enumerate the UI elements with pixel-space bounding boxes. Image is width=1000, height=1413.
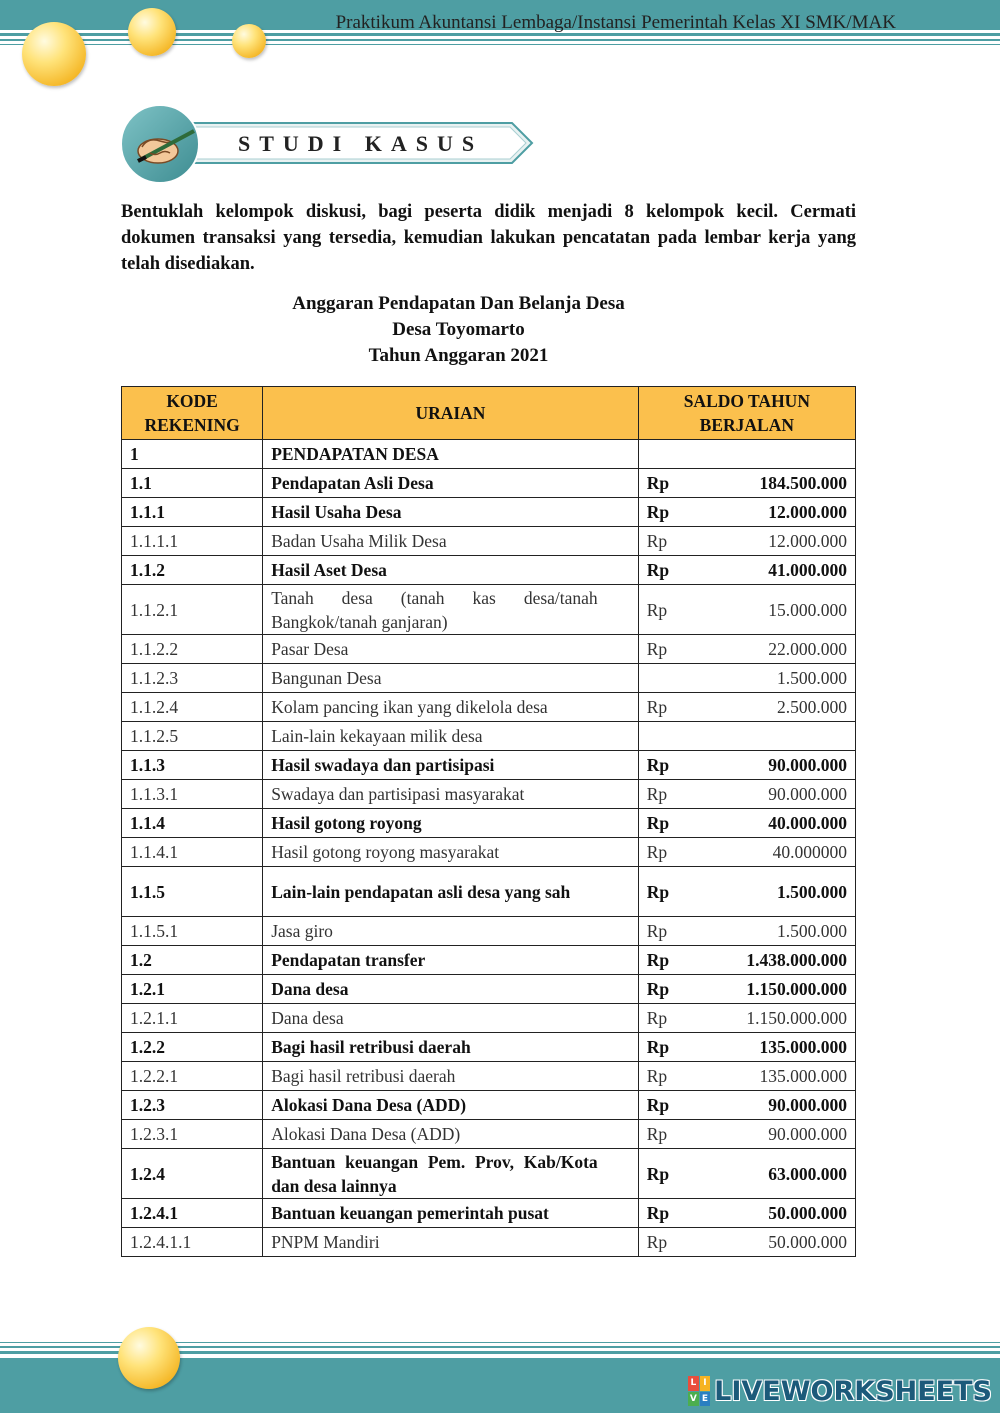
- amount-value: 2.500.000: [777, 697, 847, 717]
- budget-table: [121, 386, 856, 1257]
- amount-value: 1.500.000: [777, 668, 847, 688]
- decorative-bubble: [232, 24, 266, 58]
- cell-uraian: Pasar Desa: [263, 635, 639, 664]
- cell-uraian: Hasil swadaya dan partisipasi: [263, 751, 639, 780]
- cell-saldo: [638, 635, 855, 664]
- currency-label: Rp: [646, 599, 668, 620]
- cell-kode-rekening: 1.2.4.1: [122, 1199, 263, 1228]
- document-year: Tahun Anggaran 2021: [368, 345, 549, 366]
- cell-saldo: [638, 1033, 855, 1062]
- amount-value: 90.000.000: [768, 1124, 847, 1144]
- cell-saldo: [638, 722, 855, 751]
- cell-saldo: [638, 780, 855, 809]
- cell-saldo: [638, 693, 855, 722]
- decorative-bubble: [128, 8, 176, 56]
- currency-label: Rp: [646, 842, 668, 862]
- amount-value: 63.000.000: [768, 1163, 847, 1184]
- running-header: Praktikum Akuntansi Lembaga/Instansi Pemerintah Kelas XI SMK/MAK: [335, 12, 896, 33]
- table-row: [122, 722, 856, 751]
- currency-label: Rp: [646, 639, 668, 659]
- amount-value: 135.000.000: [759, 1037, 847, 1057]
- table-row: [122, 1004, 856, 1033]
- cell-uraian: Lain-lain pendapatan asli desa yang sah: [263, 867, 639, 917]
- cell-uraian: Lain-lain kekayaan milik desa: [263, 722, 639, 751]
- cell-kode-rekening: 1.2.4: [122, 1149, 263, 1199]
- document-title: Anggaran Pendapatan Dan Belanja Desa: [292, 293, 625, 314]
- cell-kode-rekening: 1.1: [122, 469, 263, 498]
- currency-label: Rp: [646, 531, 668, 551]
- amount-value: 1.150.000.000: [746, 1008, 847, 1028]
- cell-kode-rekening: 1.2: [122, 946, 263, 975]
- cell-uraian: Dana desa: [263, 1004, 639, 1033]
- cell-saldo: [638, 917, 855, 946]
- banner-title: STUDI KASUS: [238, 131, 484, 156]
- cell-uraian: Hasil Aset Desa: [263, 556, 639, 585]
- cell-saldo: [638, 1120, 855, 1149]
- cell-saldo: [638, 867, 855, 917]
- cell-saldo: [638, 751, 855, 780]
- cell-kode-rekening: 1.1.5.1: [122, 917, 263, 946]
- amount-value: 40.000.000: [768, 813, 847, 833]
- table-row: [122, 556, 856, 585]
- cell-saldo: [638, 527, 855, 556]
- table-row: [122, 498, 856, 527]
- cell-kode-rekening: 1.1.1: [122, 498, 263, 527]
- currency-label: Rp: [646, 1066, 668, 1086]
- table-row: [122, 1149, 856, 1199]
- cell-uraian: Swadaya dan partisipasi masyarakat: [263, 780, 639, 809]
- cell-kode-rekening: 1.1.4.1: [122, 838, 263, 867]
- cell-saldo: [638, 946, 855, 975]
- cell-uraian: Badan Usaha Milik Desa: [263, 527, 639, 556]
- currency-label: Rp: [646, 784, 668, 804]
- amount-value: 41.000.000: [768, 560, 847, 580]
- currency-label: Rp: [646, 1008, 668, 1028]
- cell-saldo: [638, 585, 855, 635]
- cell-uraian: Bantuan keuangan pemerintah pusat: [263, 1199, 639, 1228]
- table-row: [122, 838, 856, 867]
- table-row: [122, 585, 856, 635]
- table-row: [122, 946, 856, 975]
- table-header-row: [122, 387, 856, 440]
- cell-uraian: Jasa giro: [263, 917, 639, 946]
- currency-label: Rp: [646, 1163, 670, 1184]
- amount-value: 1.500.000: [777, 881, 847, 902]
- cell-saldo: [638, 440, 855, 469]
- table-row: [122, 751, 856, 780]
- cell-kode-rekening: 1: [122, 440, 263, 469]
- cell-kode-rekening: 1.1.5: [122, 867, 263, 917]
- decorative-bubble: [22, 22, 86, 86]
- cell-saldo: [638, 1149, 855, 1199]
- liveworksheets-wordmark: LIVEWORKSHEETS: [714, 1375, 992, 1407]
- cell-saldo: [638, 1004, 855, 1033]
- cell-saldo: [638, 809, 855, 838]
- cell-kode-rekening: 1.1.2.4: [122, 693, 263, 722]
- currency-label: Rp: [646, 473, 670, 493]
- cell-saldo: [638, 975, 855, 1004]
- amount-value: 1.438.000.000: [746, 950, 847, 970]
- cell-kode-rekening: 1.2.2: [122, 1033, 263, 1062]
- cell-saldo: [638, 1062, 855, 1091]
- cell-kode-rekening: 1.1.2: [122, 556, 263, 585]
- amount-value: 1.500.000: [777, 921, 847, 941]
- cell-saldo: [638, 664, 855, 693]
- cell-kode-rekening: 1.2.2.1: [122, 1062, 263, 1091]
- cell-saldo: [638, 498, 855, 527]
- table-row: [122, 1062, 856, 1091]
- table-body: [122, 440, 856, 1257]
- currency-label: Rp: [646, 881, 670, 902]
- cell-saldo: [638, 1091, 855, 1120]
- cell-uraian: Tanah desa (tanah kas desa/tanah Bangkok/tanah ganjaran): [263, 585, 639, 635]
- currency-label: Rp: [646, 1037, 670, 1057]
- cell-kode-rekening: 1.1.3: [122, 751, 263, 780]
- currency-label: Rp: [646, 697, 668, 717]
- cell-uraian: Bagi hasil retribusi daerah: [263, 1033, 639, 1062]
- amount-value: 184.500.000: [759, 473, 847, 493]
- cell-uraian: Hasil gotong royong: [263, 809, 639, 838]
- cell-kode-rekening: 1.2.4.1.1: [122, 1228, 263, 1257]
- amount-value: 15.000.000: [768, 599, 847, 620]
- currency-label: Rp: [646, 1124, 668, 1144]
- header-saldo: SALDO TAHUN BERJALAN: [638, 387, 855, 440]
- table-row: [122, 1033, 856, 1062]
- table-row: [122, 780, 856, 809]
- cell-saldo: [638, 838, 855, 867]
- cell-kode-rekening: 1.2.3.1: [122, 1120, 263, 1149]
- logo-letter: L: [688, 1376, 699, 1391]
- amount-value: 12.000.000: [768, 502, 847, 522]
- cell-saldo: [638, 556, 855, 585]
- decorative-bubble: [118, 1327, 180, 1389]
- cell-uraian: Pendapatan Asli Desa: [263, 469, 639, 498]
- amount-value: 22.000.000: [768, 639, 847, 659]
- table-row: [122, 469, 856, 498]
- currency-label: Rp: [646, 979, 670, 999]
- currency-label: Rp: [646, 502, 670, 522]
- cell-uraian: Hasil Usaha Desa: [263, 498, 639, 527]
- cell-uraian: PENDAPATAN DESA: [263, 440, 639, 469]
- currency-label: Rp: [646, 921, 668, 941]
- currency-label: Rp: [646, 560, 670, 580]
- cell-uraian: PNPM Mandiri: [263, 1228, 639, 1257]
- header-kode-rekening: KODE REKENING: [122, 387, 263, 440]
- cell-saldo: [638, 469, 855, 498]
- cell-kode-rekening: 1.1.1.1: [122, 527, 263, 556]
- cell-kode-rekening: 1.2.1: [122, 975, 263, 1004]
- cell-saldo: [638, 1228, 855, 1257]
- cell-kode-rekening: 1.2.1.1: [122, 1004, 263, 1033]
- document-subtitle: Desa Toyomarto: [392, 319, 525, 340]
- currency-label: Rp: [646, 1203, 670, 1223]
- table-row: [122, 917, 856, 946]
- table-row: [122, 693, 856, 722]
- instruction-paragraph: Bentuklah kelompok diskusi, bagi peserta didik menjadi 8 kelompok kecil. Cermati dokumen transaksi yang tersedia, kemudian lakukan pencatatan pada lembar kerja yang telah disediakan.: [121, 202, 856, 274]
- cell-kode-rekening: 1.1.2.3: [122, 664, 263, 693]
- cell-kode-rekening: 1.1.4: [122, 809, 263, 838]
- table-row: [122, 975, 856, 1004]
- table-row: [122, 1228, 856, 1257]
- amount-value: 12.000.000: [768, 531, 847, 551]
- amount-value: 40.000000: [772, 842, 847, 862]
- cell-uraian: Alokasi Dana Desa (ADD): [263, 1091, 639, 1120]
- section-banner: [120, 103, 540, 185]
- currency-label: Rp: [646, 1232, 668, 1252]
- cell-uraian: Hasil gotong royong masyarakat: [263, 838, 639, 867]
- logo-letter: V: [688, 1392, 699, 1407]
- cell-uraian: Dana desa: [263, 975, 639, 1004]
- amount-value: 135.000.000: [759, 1066, 847, 1086]
- currency-label: Rp: [646, 813, 670, 833]
- cell-kode-rekening: 1.1.2.2: [122, 635, 263, 664]
- table-row: [122, 527, 856, 556]
- table-row: [122, 440, 856, 469]
- currency-label: Rp: [646, 950, 670, 970]
- cell-uraian: Kolam pancing ikan yang dikelola desa: [263, 693, 639, 722]
- cell-kode-rekening: 1.1.3.1: [122, 780, 263, 809]
- cell-kode-rekening: 1.1.2.5: [122, 722, 263, 751]
- amount-value: 90.000.000: [768, 755, 847, 775]
- header-uraian: URAIAN: [263, 387, 639, 440]
- currency-label: Rp: [646, 755, 670, 775]
- amount-value: 50.000.000: [768, 1203, 847, 1223]
- amount-value: 50.000.000: [768, 1232, 847, 1252]
- table-row: [122, 809, 856, 838]
- liveworksheets-logo-icon: [688, 1376, 710, 1406]
- table-row: [122, 664, 856, 693]
- cell-uraian: Alokasi Dana Desa (ADD): [263, 1120, 639, 1149]
- cell-saldo: [638, 1199, 855, 1228]
- amount-value: 1.150.000.000: [746, 979, 847, 999]
- amount-value: 90.000.000: [768, 1095, 847, 1115]
- table-row: [122, 1199, 856, 1228]
- table-row: [122, 1120, 856, 1149]
- cell-kode-rekening: 1.2.3: [122, 1091, 263, 1120]
- currency-label: Rp: [646, 1095, 670, 1115]
- logo-letter: E: [700, 1392, 711, 1407]
- table-row: [122, 867, 856, 917]
- table-row: [122, 1091, 856, 1120]
- amount-value: 90.000.000: [768, 784, 847, 804]
- cell-uraian: Bantuan keuangan Pem. Prov, Kab/Kota dan desa lainnya: [263, 1149, 639, 1199]
- liveworksheets-brand: [688, 1374, 992, 1408]
- cell-uraian: Bagi hasil retribusi daerah: [263, 1062, 639, 1091]
- cell-uraian: Pendapatan transfer: [263, 946, 639, 975]
- cell-uraian: Bangunan Desa: [263, 664, 639, 693]
- table-row: [122, 635, 856, 664]
- logo-letter: I: [700, 1376, 711, 1391]
- cell-kode-rekening: 1.1.2.1: [122, 585, 263, 635]
